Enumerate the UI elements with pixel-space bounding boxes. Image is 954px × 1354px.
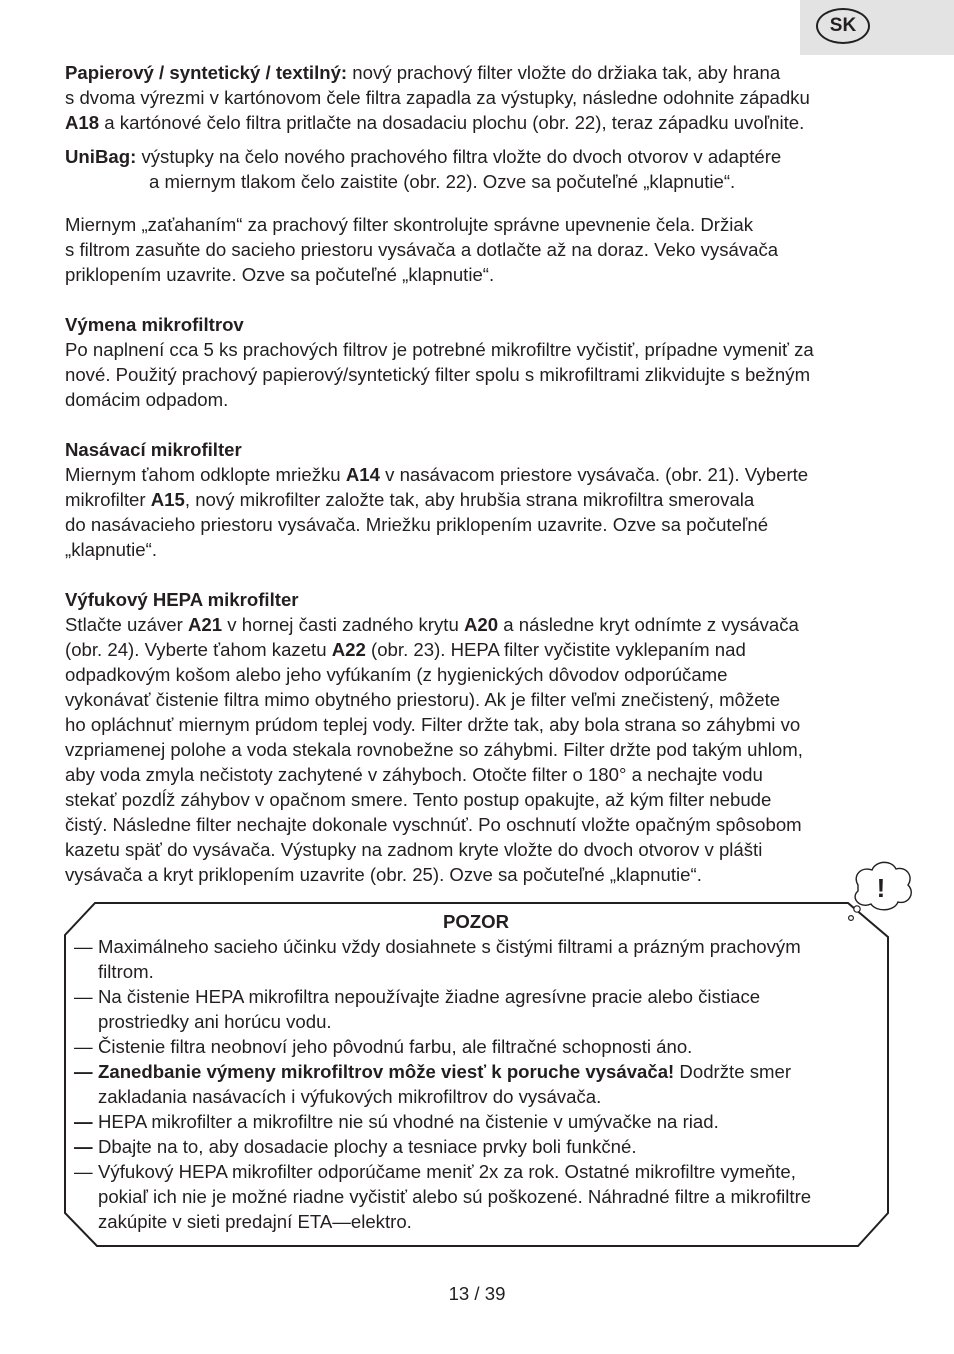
text: Dodržte smer	[674, 1061, 792, 1082]
text: Po naplnení cca 5 ks prachových filtrov je potrebné mikrofiltre vyčistiť, prípadne vymeniť za	[65, 339, 814, 360]
text: vysávača a kryt priklopením uzavrite (obr. 25). Ozve sa počuteľné „klapnutie“.	[65, 864, 702, 885]
text: Maximálneho sacieho účinku vždy dosiahnete s čistými filtrami a prázným prachovým	[98, 936, 801, 957]
text: Stlačte uzáver	[65, 614, 188, 635]
text: domácim odpadom.	[65, 389, 229, 410]
warning-list	[74, 934, 889, 1234]
exclamation-glyph: !	[876, 873, 886, 903]
ref-a15: A15	[150, 489, 185, 510]
warning-item	[74, 1034, 889, 1059]
text: s filtrom zasuňte do sacieho priestoru vysávača a dotlačte až na doraz. Veko vysávača	[65, 239, 779, 260]
dash-bullet: —	[74, 986, 93, 1007]
text: a následne kryt odnímte z vysávača	[498, 614, 799, 635]
text: filtrom.	[98, 961, 154, 982]
text: v hornej časti zadného krytu	[222, 614, 464, 635]
section-heading: Výfukový HEPA mikrofilter	[65, 589, 299, 610]
text: Čistenie filtra neobnoví jeho pôvodnú farbu, ale filtračné schopnosti áno.	[98, 1036, 693, 1057]
text: čistý. Následne filter nechajte dokonale vyschnúť. Po oschnutí vložte opačným spôsobom	[65, 814, 802, 835]
dash-bullet: —	[74, 936, 93, 957]
text: nový prachový filter vložte do držiaka tak, aby hrana	[347, 62, 781, 83]
text: HEPA mikrofilter a mikrofiltre nie sú vhodné na čistenie v umývačke na riad.	[98, 1111, 719, 1132]
text: mikrofilter	[65, 489, 151, 510]
warning-item	[74, 1159, 889, 1234]
text: nové. Použitý prachový papierový/syntetický filter spolu s mikrofiltrami zlikvidujte s bežným	[65, 364, 811, 385]
text: Na čistenie HEPA mikrofiltra nepoužívajte žiadne agresívne pracie alebo čistiace	[98, 986, 761, 1007]
term-paper-filter: Papierový / syntetický / textilný:	[65, 62, 348, 83]
dash-bullet: —	[74, 1111, 93, 1132]
text: Miernym ťahom odklopte mriežku	[65, 464, 346, 485]
warning-item	[74, 1059, 889, 1109]
ref-a18: A18	[65, 112, 100, 133]
dash-bullet: —	[74, 1136, 93, 1157]
dash-bullet: —	[74, 1036, 93, 1057]
text: vykonávať čistenie filtra mimo obytného priestoru). Ak je filter veľmi znečistený, môžete	[65, 689, 781, 710]
text: stekať pozdĺž záhybov v opačnom smere. Tento postup opakujte, až kým filter nebude	[65, 789, 772, 810]
text: „klapnutie“.	[65, 539, 157, 560]
text: Výfukový HEPA mikrofilter odporúčame meniť 2x za rok. Ostatné mikrofiltre vymeňte,	[98, 1161, 796, 1182]
text: priklopením uzavrite. Ozve sa počuteľné „klapnutie“.	[65, 264, 495, 285]
ref-a22: A22	[331, 639, 366, 660]
text: Dbajte na to, aby dosadacie plochy a tesniace prvky boli funkčné.	[98, 1136, 637, 1157]
term-unibag: UniBag:	[65, 146, 137, 167]
text: do nasávacieho priestoru vysávača. Mriežku priklopením uzavrite. Ozve sa počuteľné	[65, 514, 769, 535]
warning-item	[74, 984, 889, 1034]
page-number: 13 / 39	[448, 1283, 506, 1304]
ref-a14: A14	[345, 464, 380, 485]
text: v nasávacom priestore vysávača. (obr. 21). Vyberte	[379, 464, 809, 485]
text: Miernym „zaťahaním“ za prachový filter skontrolujte správne upevnenie čela. Držiak	[65, 214, 754, 235]
text: prostriedky ani horúcu vodu.	[98, 1011, 332, 1032]
language-badge: SK	[816, 8, 870, 44]
dash-bullet: —	[74, 1061, 93, 1082]
text: zakúpite v sieti predajní ETA—elektro.	[98, 1211, 412, 1232]
text: výstupky na čelo nového prachového filtra vložte do dvoch otvorov v adaptére	[136, 146, 782, 167]
warning-item	[74, 1134, 889, 1159]
warning-emphasis: Zanedbanie výmeny mikrofiltrov môže viesť k poruche vysávača!	[98, 1061, 675, 1082]
text: (obr. 23). HEPA filter vyčistite vyklepaním nad	[365, 639, 746, 660]
ref-a20: A20	[463, 614, 499, 635]
warning-item	[74, 1109, 889, 1134]
text: (obr. 24). Vyberte ťahom kazetu	[65, 639, 332, 660]
warning-title: POZOR	[442, 911, 510, 932]
text: vzpriamenej polohe a voda stekala rovnobežne so záhybmi. Filter držte pod takým uhlom,	[65, 739, 803, 760]
ref-a21: A21	[187, 614, 223, 635]
text: s dvoma výrezmi v kartónovom čele filtra zapadla za výstupky, následne odohnite západku	[65, 87, 810, 108]
dash-bullet: —	[74, 1161, 93, 1182]
text: a miernym tlakom čelo zaistite (obr. 22). Ozve sa počuteľné „klapnutie“.	[149, 171, 736, 192]
text: kazetu späť do vysávača. Výstupky na zadnom kryte vložte do dvoch otvorov v plášti	[65, 839, 763, 860]
section-heading: Nasávací mikrofilter	[65, 439, 242, 460]
text: aby voda zmyla nečistoty zachytené v záhyboch. Otočte filter o 180° a nechajte vodu	[65, 764, 763, 785]
warning-item	[74, 934, 889, 984]
text: ho opláchnuť miernym prúdom teplej vody. Filter držte tak, aby bola strana so záhybmi vo	[65, 714, 801, 735]
text: , nový mikrofilter založte tak, aby hrubšia strana mikrofiltra smerovala	[184, 489, 755, 510]
text: a kartónové čelo filtra pritlačte na dosadaciu plochu (obr. 22), teraz západku uvoľnite.	[99, 112, 805, 133]
text: zakladania nasávacích i výfukových mikrofiltrov do vysávača.	[98, 1086, 602, 1107]
section-heading: Výmena mikrofiltrov	[65, 314, 244, 335]
text: odpadkovým košom alebo jeho vyfúkaním (z hygienických dôvodov odporúčame	[65, 664, 728, 685]
text: pokiaľ ich nie je možné riadne vyčistiť alebo sú poškozené. Náhradné filtre a mikrofiltre	[98, 1186, 812, 1207]
